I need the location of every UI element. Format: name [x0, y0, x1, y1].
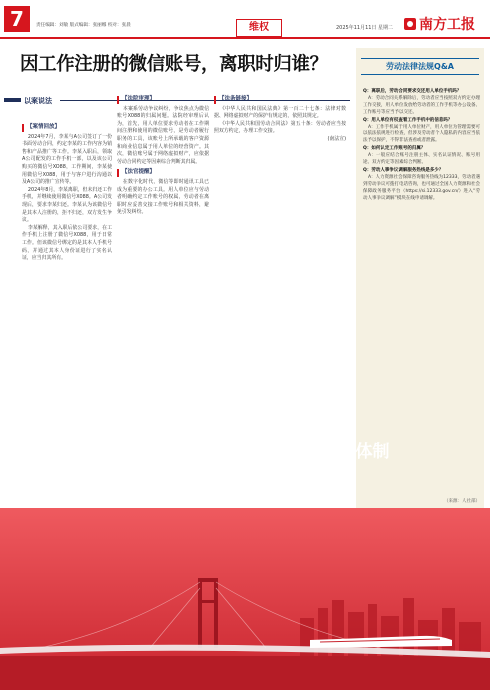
paragraph: 2024年7月，李某与A公司签订了一份书面劳动合同，约定李某的工作内容为销售和产品推广等工作。李某入职后，领取A公司配发的工作手机一部，以及该公司购买的微信号XO88，工作期间，李某使用微信号X088，用于与客户进行沟通以及A公司的推广宣传等。 [22, 133, 112, 186]
paragraph: 《中华人民共和国民法典》第一百二十七条：法律对数据、网络虚拟财产的保护有规定的，依照其规定。 [214, 105, 346, 120]
qa-question: Q：劳动人事争议调解服务热线是多少？ [363, 167, 444, 173]
qa-question: Q：如何认定工作账号的归属？ [363, 146, 426, 152]
logo-mark-icon [404, 18, 416, 30]
qa-answer: A：人力资源社会保障咨询服务热线为12333，劳动者遇到劳动争议可拨打电话咨询，也可通过全国人力资源和社会保障政务服务平台（https://si.12333.gov.cn/）进入“劳动人事争议调解”模块在线申请调解。 [363, 174, 480, 201]
paragraph: 李某解释，其入职后依公司要求，在工作手机上注册了微信号X088，用于日常工作。但该微信号绑定的是其本人手机号码，并通过其本人身份证进行了实名认证，应当归其所有。 [22, 224, 112, 262]
byline-bar [4, 98, 21, 102]
banner-headline-1: 加快构建高水平社会主义市场经济体制 [100, 442, 390, 462]
issue-date: 2025年11月11日 星期二 [336, 25, 394, 31]
newspaper-logo [404, 14, 484, 34]
qa-answer: A：一般应结合账号注册主体、实名认证情况、账号用途、双方约定等因素综合判断。 [363, 153, 480, 166]
page-number: 7 [4, 6, 30, 32]
header-divider [0, 37, 490, 39]
paragraph: 2024年8月，李某离职，但未归还工作手机，并继续使用微信号X088。A公司发现后，要求李某归还。李某认为该微信号是其本人注册的，拒不归还，双方发生争议。 [22, 186, 112, 224]
edition-label: 维权 [236, 19, 282, 37]
logo-text: 南方工报 [419, 17, 475, 33]
article-column-3 [214, 93, 346, 144]
promo-banner [0, 508, 490, 690]
section-heading: 【法条链接】 [214, 96, 346, 104]
qa-title: 劳动法律法规Q&A [361, 58, 479, 75]
qa-body [363, 88, 480, 203]
article-headline: 因工作注册的微信账号，离职时归谁？ [20, 54, 328, 75]
editors-credit: 责任编辑：刘敏 版式编辑：张丽娜 校对：张晨 [36, 23, 131, 28]
paragraph: 本案系劳动争议纠纷，争议焦点为微信账号X088的归属问题。法院经审理后认为，首先，用人单位要求劳动者在工作期间注册和使用的微信账号，是劳动者履行职务的工具，该账号上所承载的客户资源和商业信息属于用人单位的经营资产。其次，微信账号属于网络虚拟财产，应依据劳动合同约定等因素综合判断其归属。 [117, 105, 209, 165]
section-heading: 【法官提醒】 [117, 169, 209, 177]
section-heading: 【法院审理】 [117, 96, 209, 104]
article-column-1 [22, 121, 112, 263]
qa-question: Q：离职后，劳动合同要求交还用人单位手机吗？ [363, 89, 462, 94]
section-heading: 【案情回放】 [22, 124, 112, 132]
article-byline: 以案说法 [24, 97, 52, 105]
banner-illustration [0, 508, 490, 690]
paragraph: 在数字化时代，微信等即时通讯工具已成为重要的办公工具。用人单位应与劳动者明确约定工作账号的权属，劳动者在离职时应妥善交接工作账号和相关资料，避免引发纠纷。 [117, 178, 209, 216]
qa-credit: （来源：人社部） [444, 499, 480, 504]
qa-title-wrap [361, 58, 479, 72]
qa-answer: A：工作手机属于用人单位财产，用人单位为管理需要可以依法依规进行检查，但涉及劳动者个人隐私的内容应当依法予以保护，不得非法查看或者泄露。 [363, 124, 480, 144]
article-source: (南法宣) [327, 135, 346, 142]
qa-question: Q：用人单位有权查看工作手机中的信息吗？ [363, 117, 453, 123]
article-column-2 [117, 93, 209, 217]
qa-answer: A：劳动合同关系解除后，劳动者应当按照双方约定办理工作交接，用人单位发放给劳动者的工作手机等办公设备、工作账号等应当予以交还。 [363, 95, 480, 115]
paragraph: 《中华人民共和国劳动合同法》第五十条：劳动者应当按照双方约定，办理工作交接。 [214, 120, 346, 135]
banner-headline-2: 增强高质量发展动力 [168, 470, 322, 490]
